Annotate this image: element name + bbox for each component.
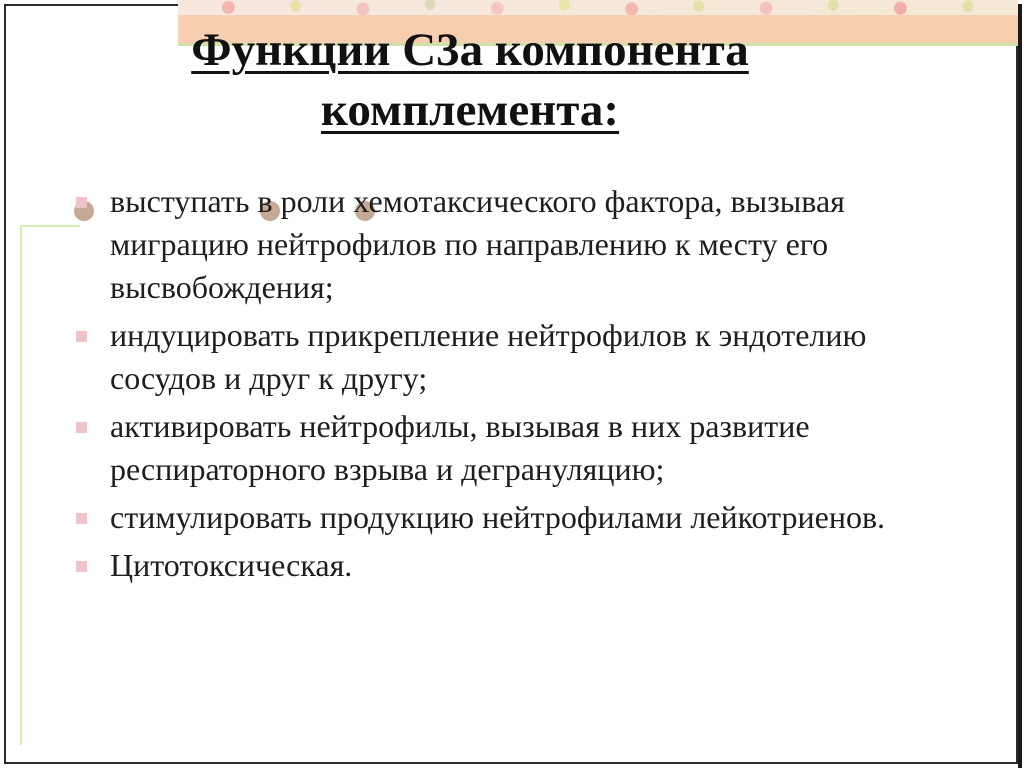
square-bullet-icon: [76, 331, 87, 342]
square-bullet-icon: [76, 561, 87, 572]
accent-vertical-line: [20, 225, 22, 745]
list-item-text: индуцировать прикрепление нейтрофилов к эндотелию сосудов и друг к другу;: [110, 317, 867, 396]
list-item: [76, 496, 956, 539]
slide-title: [100, 20, 840, 140]
list-item: [76, 314, 956, 400]
title-line-1: Функции C3a компонента: [191, 24, 749, 76]
bullet-list: [76, 180, 956, 592]
list-item: [76, 544, 956, 587]
list-item-text: стимулировать продукцию нейтрофилами лейкотриенов.: [110, 499, 886, 535]
square-bullet-icon: [76, 422, 87, 433]
accent-horizontal-line: [20, 225, 80, 227]
square-bullet-icon: [76, 197, 87, 208]
list-item-text: Цитотоксическая.: [110, 547, 353, 583]
list-item-text: активировать нейтрофилы, вызывая в них развитие респираторного взрыва и дегрануляцию;: [110, 408, 810, 487]
list-item-text: выступать в роли хемотаксического фактора, вызывая миграцию нейтрофилов по направлению к месту его высвобождения;: [110, 183, 845, 305]
list-item: [76, 405, 956, 491]
slide-frame-shadow: [1018, 4, 1022, 768]
floral-decoration: [178, 0, 1018, 15]
title-line-2: комплемента:: [320, 84, 620, 136]
square-bullet-icon: [76, 513, 87, 524]
list-item: [76, 180, 956, 309]
